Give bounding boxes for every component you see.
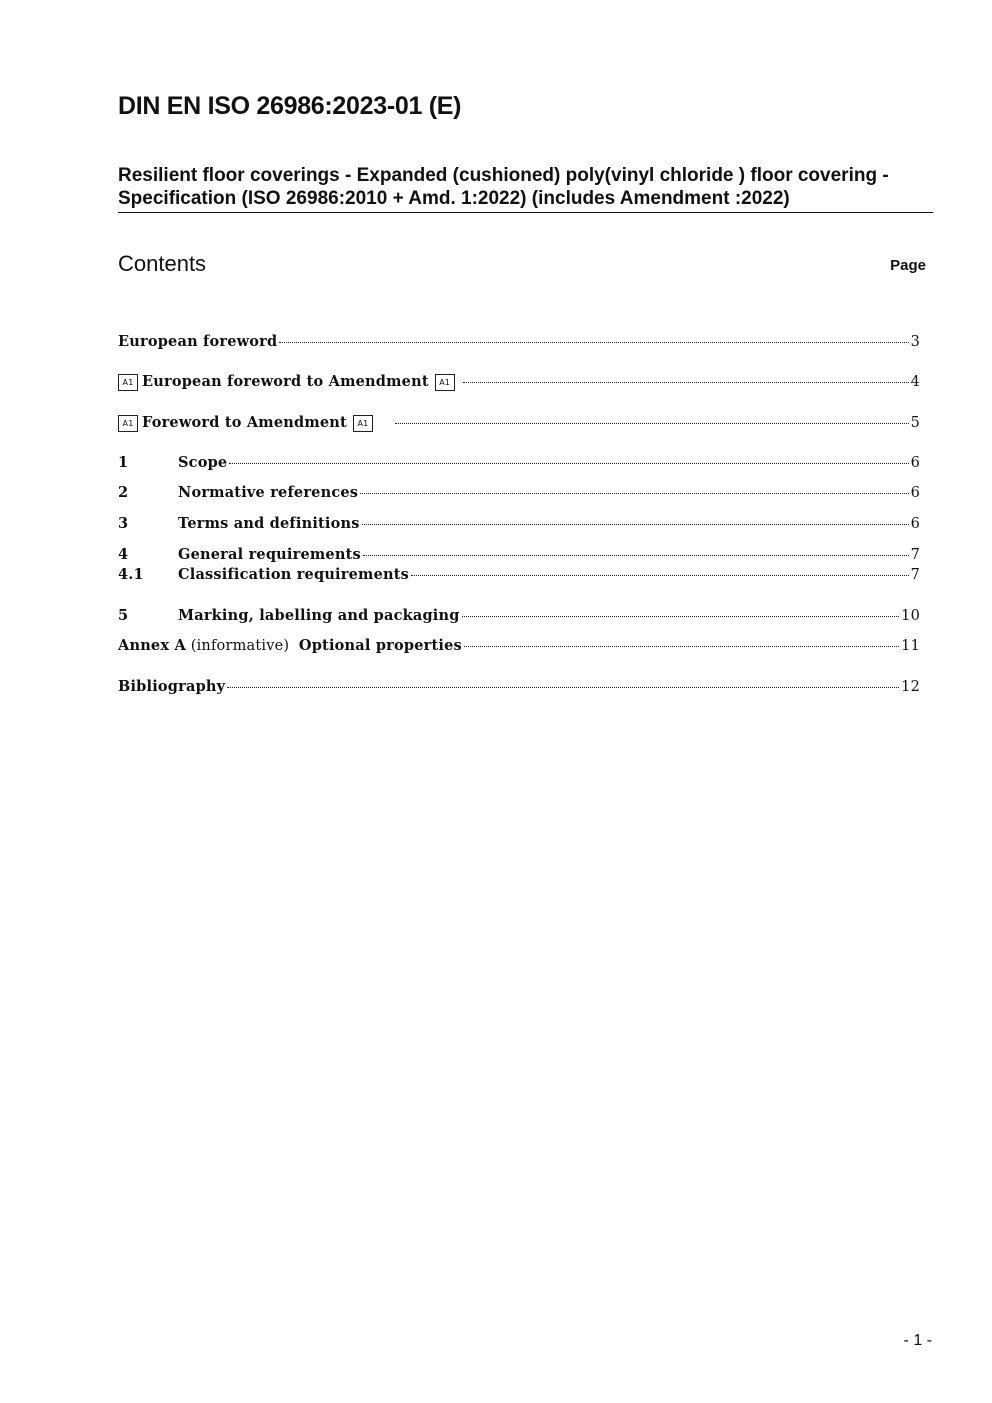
toc-title: European foreword to Amendment [142,373,429,390]
toc-entry-marking-labelling[interactable] [118,607,920,627]
annex-title: Optional properties [298,637,462,654]
toc-section-number: 4.1 [118,566,144,583]
toc-entry-annex-a[interactable] [118,637,920,657]
toc-title: Bibliography [118,678,226,695]
document-title: DIN EN ISO 26986:2023-01 (E) [118,92,462,120]
toc-title: European foreword [118,333,278,350]
toc-page-number: 7 [910,547,920,563]
toc-page-number: 6 [910,455,920,471]
amendment-start-marker-icon: A1 [118,374,138,391]
toc-title: Classification requirements [178,566,410,583]
toc-page-number: 12 [901,679,920,695]
toc-entry-foreword-amendment[interactable] [118,414,920,434]
toc-page-number: 5 [910,415,920,431]
toc-section-number: 2 [118,484,129,501]
toc-page-number: 6 [910,516,920,532]
dot-leader [227,687,899,688]
toc-page-number: 10 [901,608,920,624]
dot-leader [462,616,900,617]
toc-title: Scope [178,454,228,471]
amendment-end-marker-icon: A1 [435,374,455,391]
dot-leader [363,555,909,556]
contents-heading: Contents [118,251,207,276]
annex-label: Annex A [118,637,186,654]
toc-entry-european-foreword[interactable] [118,333,920,353]
toc-title [118,637,462,654]
dot-leader [279,342,908,343]
toc-section-number: 5 [118,607,129,624]
toc-page-number: 7 [910,567,920,583]
toc-title: Marking, labelling and packaging [178,607,460,624]
dot-leader [395,423,909,424]
dot-leader [360,493,908,494]
toc-entry-bibliography[interactable] [118,678,920,698]
dot-leader [229,463,908,464]
document-subtitle [118,164,933,213]
toc-title: General requirements [178,546,361,563]
subtitle-line-2: Specification (ISO 26986:2010 + Amd. 1:2022) (includes Amendment :2022) [118,188,790,209]
dot-leader [464,646,899,647]
toc-entry-general-requirements[interactable] [118,546,920,566]
toc-entry-classification-requirements[interactable] [118,566,920,586]
page-column-label: Page [890,257,926,274]
amendment-start-marker-icon: A1 [118,415,138,432]
toc-entry-european-foreword-amendment[interactable] [118,373,920,393]
toc-page-number: 3 [910,334,920,350]
dot-leader [411,575,909,576]
amendment-end-marker-icon: A1 [353,415,373,432]
toc-page-number: 4 [910,374,920,390]
dot-leader [362,524,909,525]
dot-leader [463,382,909,383]
toc-page-number: 11 [901,638,920,654]
subtitle-line-1: Resilient floor coverings - Expanded (cushioned) poly(vinyl chloride ) floor covering - [118,165,889,186]
toc-page-number: 6 [910,485,920,501]
toc-title: Foreword to Amendment [142,414,347,431]
toc-entry-normative-references[interactable] [118,484,920,504]
toc-title: Normative references [178,484,359,501]
toc-entry-terms-definitions[interactable] [118,515,920,535]
toc-section-number: 1 [118,454,129,471]
footer-page-number: - 1 - [903,1332,932,1349]
annex-note: (informative) [185,638,299,654]
toc-title: Terms and definitions [178,515,360,532]
toc-section-number: 3 [118,515,129,532]
toc-section-number: 4 [118,546,129,563]
toc-entry-scope[interactable] [118,454,920,474]
